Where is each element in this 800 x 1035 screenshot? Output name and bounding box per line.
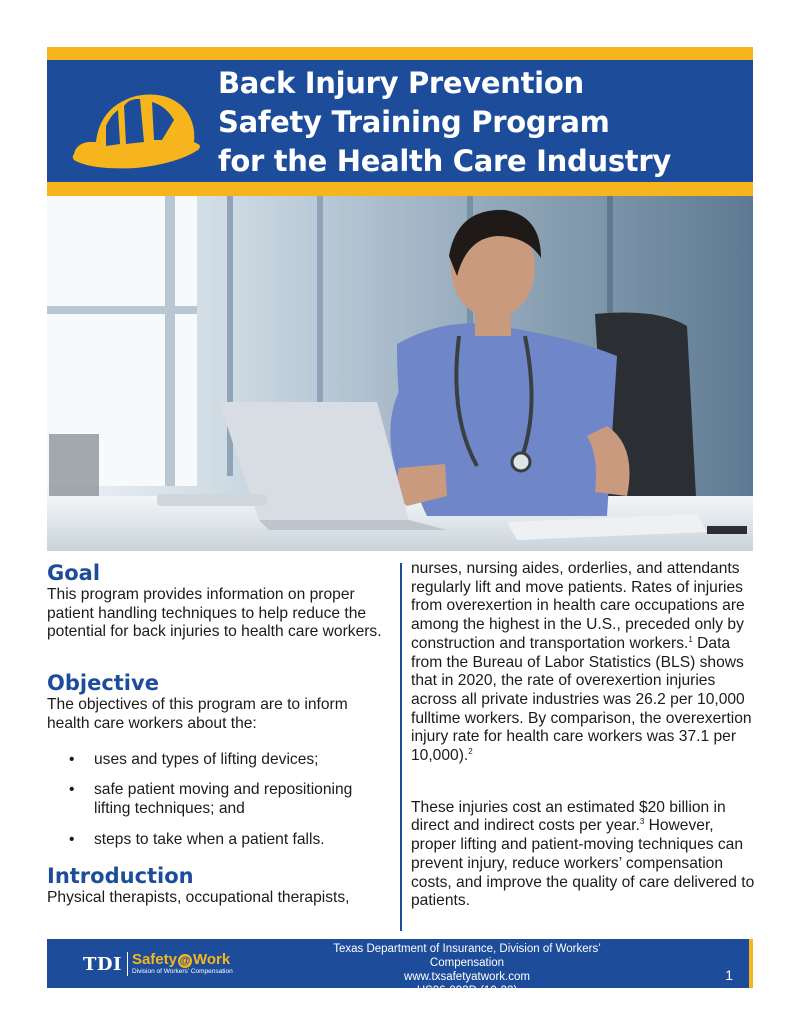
footer-stripe bbox=[749, 939, 753, 988]
list-item: • steps to take when a patient falls. bbox=[69, 830, 325, 848]
title-line-2: Safety Training Program bbox=[218, 105, 610, 139]
bullet-icon: • bbox=[69, 781, 75, 799]
list-item: • uses and types of lifting devices; bbox=[69, 750, 319, 768]
footer-info bbox=[297, 942, 637, 998]
goal-body: This program provides information on proper patient handling techniques to help reduce the potential for back injuries to health care workers. bbox=[47, 586, 382, 641]
list-item: • safe patient moving and repositioning lifting techniques; and bbox=[69, 781, 353, 817]
footer-logo bbox=[83, 951, 233, 977]
safety-at-work-logo: Safety @ Work Division of Workers’ Compensation bbox=[131, 951, 233, 975]
footer bbox=[47, 939, 753, 997]
footnote-ref: 2 bbox=[468, 746, 473, 756]
objective-list bbox=[47, 751, 382, 850]
at-icon: @ bbox=[179, 955, 191, 967]
header-top-stripe bbox=[47, 47, 753, 60]
hardhat-icon bbox=[66, 84, 204, 174]
page-number: 1 bbox=[725, 967, 733, 983]
hero-photo bbox=[47, 196, 753, 551]
footer-website: www.txsafetyatwork.com bbox=[404, 971, 530, 983]
left-column bbox=[47, 560, 382, 908]
right-column bbox=[411, 560, 756, 911]
page-title bbox=[218, 64, 748, 181]
footer-doc-id: HS96-093D (10-22) bbox=[416, 985, 518, 997]
footer-org: Texas Department of Insurance, Division of Workers’ Compensation bbox=[333, 943, 601, 969]
goal-heading: Goal bbox=[47, 561, 101, 585]
objective-body: The objectives of this program are to inform health care workers about the: bbox=[47, 696, 348, 732]
introduction-paragraph-1: nurses, nursing aides, orderlies, and attendants regularly lift and move patients. Rates of injuries from overexertion in health care occupations are among the highest in the U.S., preceded only by construction and transportation workers.$^1$ Data from the Bureau of Labor Statistics (BLS) shows that in 2020, the rate of overexertion injuries across all private industries was 26.2 per 10,000 fulltime workers. By comparison, the overexertion injury rate for health care workers was 37.1 per 10,000).$^2$ bbox=[411, 560, 752, 765]
bullet-icon: • bbox=[69, 750, 75, 768]
column-divider bbox=[400, 563, 402, 931]
introduction-paragraph-2: These injuries cost an estimated $20 billion in direct and indirect costs per year.$^3$ However, proper lifting and patient-moving techniques can prevent injury, reduce workers’ compensation costs, and improve the quality of care delivered to patients. bbox=[411, 798, 755, 910]
footnote-ref: 3 bbox=[639, 817, 645, 827]
tdi-logo-text: TDI bbox=[83, 953, 122, 975]
title-line-1: Back Injury Prevention bbox=[218, 66, 584, 100]
introduction-heading: Introduction bbox=[47, 864, 194, 889]
logo-divider bbox=[127, 952, 128, 976]
header-bottom-stripe bbox=[47, 182, 753, 196]
footnote-ref: 1 bbox=[688, 634, 693, 644]
objective-heading: Objective bbox=[47, 671, 159, 696]
title-line-3: for the Health Care Industry bbox=[218, 144, 671, 178]
bullet-icon: • bbox=[69, 830, 75, 848]
introduction-body-start: Physical therapists, occupational therapists, bbox=[47, 889, 350, 907]
